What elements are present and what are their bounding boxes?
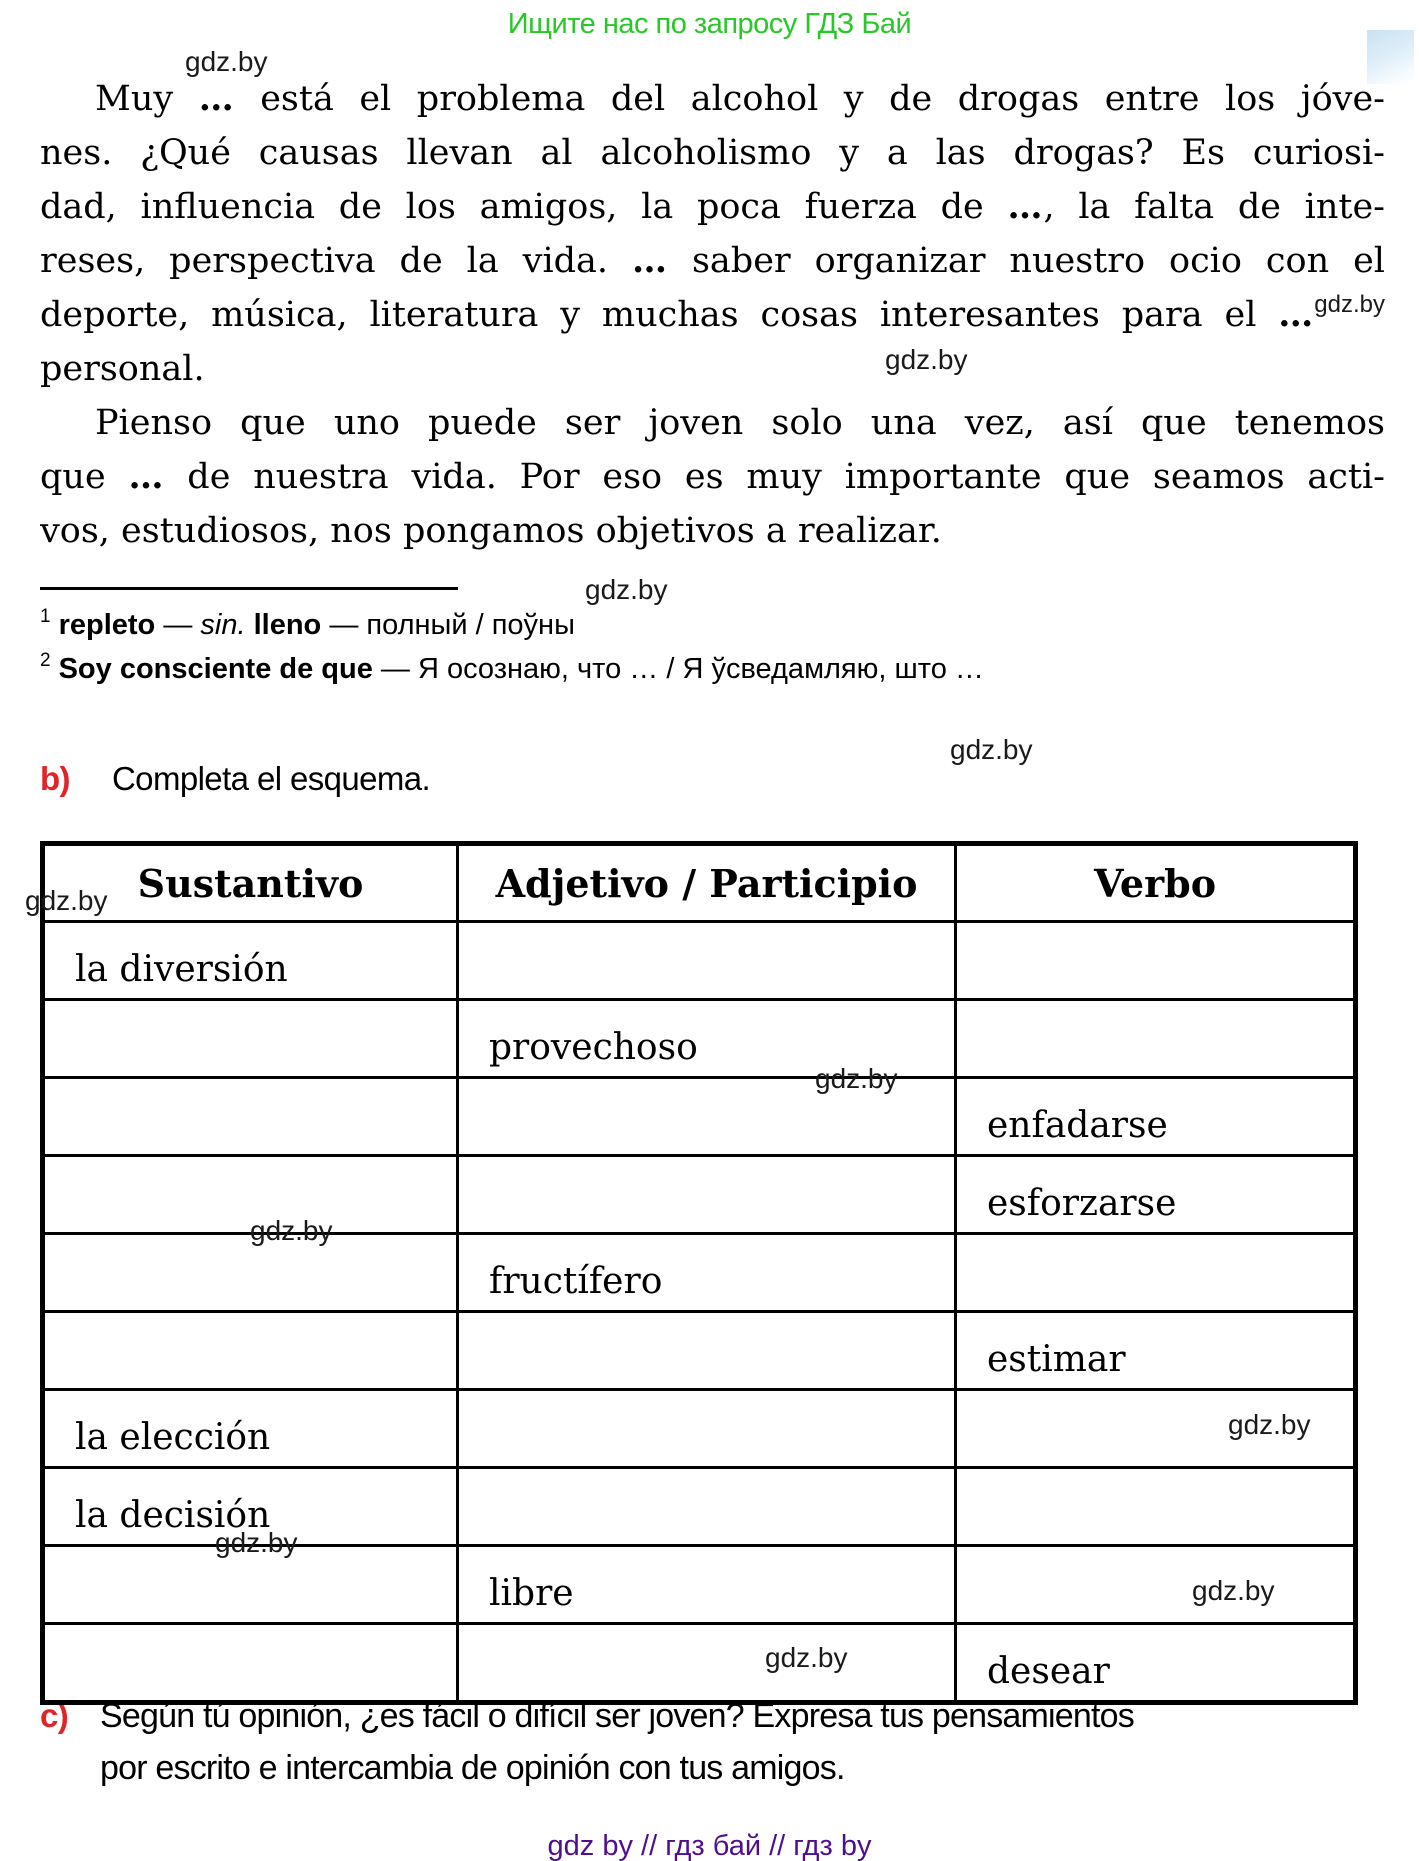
column-header-verbo: Verbo — [956, 844, 1356, 922]
paragraph2-line: vos, estudiosos, nos pongamos objetivos a realizar. — [40, 511, 942, 551]
gdz-watermark: gdz.by — [1228, 1409, 1311, 1440]
footnote-1 — [40, 606, 1380, 642]
table-cell: desear — [956, 1624, 1356, 1703]
table-cell: la elección — [43, 1390, 458, 1468]
table-cell — [43, 1078, 458, 1156]
table-cell — [43, 1000, 458, 1078]
footnote-2-translation: — Я осознаю, что … / Я ўсведамляю, што … — [372, 653, 984, 685]
task-c-line1: Según tú opinión, ¿es fácil o difícil ser joven? Expresa tus pensamientos — [100, 1697, 1134, 1735]
footnote-1-dash: — — [155, 609, 201, 641]
table-row — [43, 1312, 1356, 1390]
table-cell — [458, 1390, 956, 1468]
table-cell — [458, 1624, 956, 1703]
footnote-divider — [40, 587, 458, 590]
paragraph1-line: Muy … está el problema del alcohol y de drogas entre los jóve- — [95, 78, 1385, 119]
table-row — [43, 922, 1356, 1000]
table-cell: provechoso — [458, 1000, 956, 1078]
gdz-watermark: gdz.by — [185, 46, 268, 77]
table-cell: libre — [458, 1546, 956, 1624]
paragraph1-line-text: deporte, música, literatura y muchas cosas interesantes para el … — [40, 294, 1315, 335]
task-b-label: b) — [40, 760, 70, 797]
gdz-watermark: gdz.by — [815, 1063, 898, 1094]
paragraph1-line: reses, perspectiva de la vida. … saber organizar nuestro ocio con el — [40, 240, 1385, 281]
gdz-watermark: gdz.by — [25, 885, 108, 916]
gdz-watermark: gdz.by — [250, 1215, 333, 1246]
task-c-line2: por escrito e intercambia de opinión con tus amigos. — [100, 1749, 845, 1787]
gdz-watermark: gdz.by — [885, 344, 968, 375]
paragraph2-line: que … de nuestra vida. Por eso es muy importante que seamos acti- — [40, 456, 1385, 497]
table-cell: enfadarse — [956, 1078, 1356, 1156]
footnote-2-phrase: Soy consciente de que — [58, 653, 373, 685]
gdz-watermark: gdz.by — [765, 1642, 848, 1673]
paragraph1-line — [40, 290, 1385, 342]
table-row — [43, 1234, 1356, 1312]
gdz-watermark: gdz.by — [585, 574, 668, 605]
task-c-label: c) — [40, 1697, 69, 1734]
table-row — [43, 1078, 1356, 1156]
paragraph1-line: dad, influencia de los amigos, la poca fuerza de …, la falta de inte- — [40, 186, 1385, 227]
table-cell: la decisión — [43, 1468, 458, 1546]
footnote-1-marker: 1 — [40, 606, 51, 627]
table-row — [43, 1156, 1356, 1234]
footnote-2-marker: 2 — [40, 650, 51, 671]
footnote-2 — [40, 650, 1380, 686]
column-header-adjetivo: Adjetivo / Participio — [458, 844, 956, 922]
table-cell — [458, 1468, 956, 1546]
table-cell — [458, 922, 956, 1000]
footnote-1-abbr: sin. — [200, 609, 246, 641]
column-header-sustantivo: Sustantivo — [43, 844, 458, 922]
table-row — [43, 1000, 1356, 1078]
table-cell — [956, 1468, 1356, 1546]
site-footer: gdz by // гдз бай // гдз by — [547, 1830, 872, 1861]
gdz-watermark: gdz.by — [950, 734, 1033, 765]
table-cell — [956, 922, 1356, 1000]
promo-banner: Ищите нас по запросу ГДЗ Бай — [507, 8, 912, 40]
table-cell — [956, 1546, 1356, 1624]
table-cell — [956, 1234, 1356, 1312]
table-cell — [43, 1312, 458, 1390]
gdz-watermark: gdz.by — [1314, 291, 1385, 318]
footnote-1-term: repleto — [58, 609, 156, 641]
table-row — [43, 1390, 1356, 1468]
footnote-1-term2: lleno — [245, 609, 322, 641]
table-cell: esforzarse — [956, 1156, 1356, 1234]
table-row — [43, 1624, 1356, 1703]
footnote-1-translation: — полный / поўны — [321, 609, 575, 641]
task-b-heading — [40, 760, 430, 798]
paragraph1-line: nes. ¿Qué causas llevan al alcoholismo y a las drogas? Es curiosi- — [40, 133, 1385, 173]
table-cell — [458, 1156, 956, 1234]
table-cell — [43, 1624, 458, 1703]
table-cell — [956, 1000, 1356, 1078]
task-b-text: Completa el esquema. — [111, 760, 431, 797]
table-header-row — [43, 844, 1356, 922]
paragraph1-line: personal. — [40, 349, 205, 389]
table-cell — [458, 1312, 956, 1390]
table-cell: estimar — [956, 1312, 1356, 1390]
table-cell: la diversión — [43, 922, 458, 1000]
word-family-table — [40, 841, 1358, 1705]
table-cell: fructífero — [458, 1234, 956, 1312]
gdz-watermark: gdz.by — [215, 1527, 298, 1558]
paragraph2-line: Pienso que uno puede ser joven solo una vez, así que tenemos — [95, 403, 1385, 443]
gdz-watermark: gdz.by — [1192, 1575, 1275, 1606]
